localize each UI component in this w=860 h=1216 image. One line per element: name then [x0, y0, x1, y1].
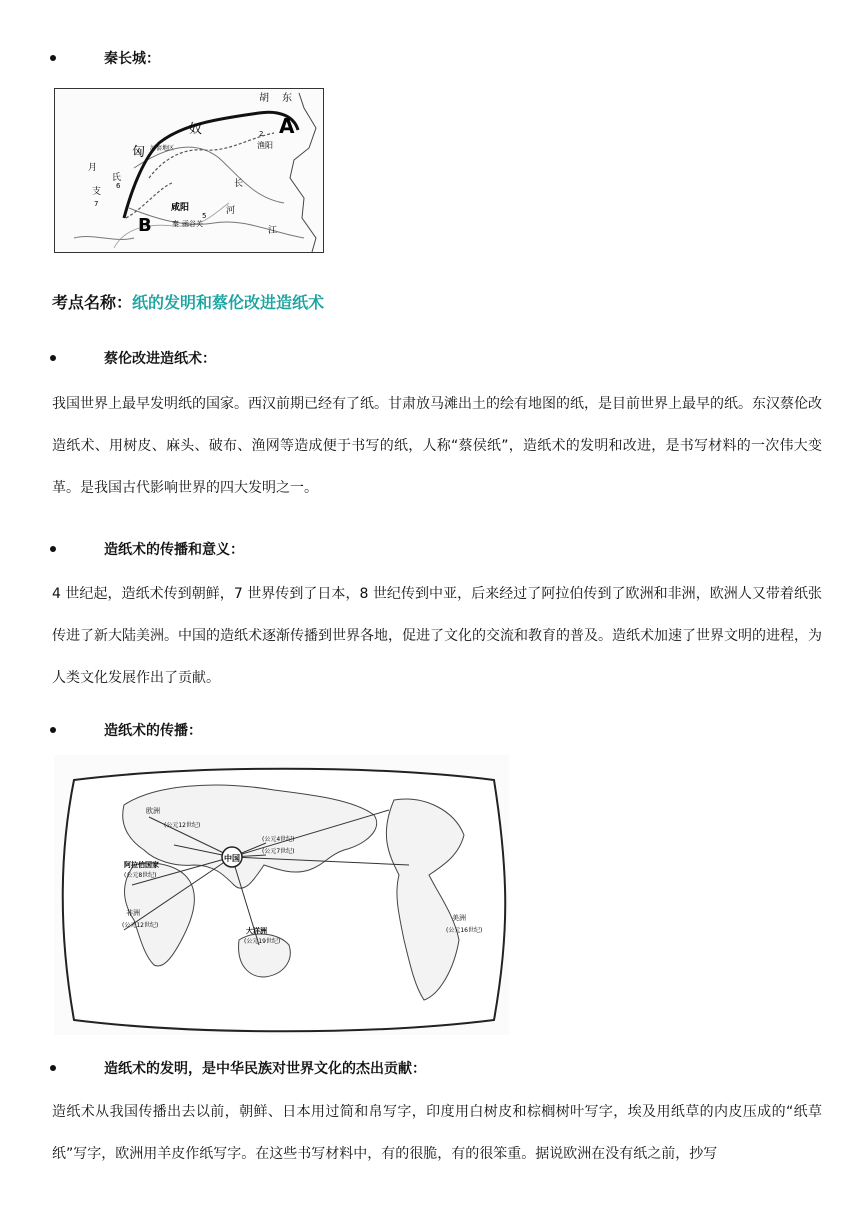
label-japan-date: (公元7世纪) [262, 848, 295, 855]
label-yuyang: 渔阳 [257, 141, 273, 150]
label-africa-date: (公元12世纪) [122, 922, 159, 929]
label-chang: 长 [234, 179, 244, 189]
label-n6: 6 [116, 182, 121, 190]
label-n7: 7 [94, 200, 99, 208]
label-n5: 5 [202, 212, 207, 220]
label-oceania: 大洋洲 [246, 927, 267, 935]
bullet-dot [50, 355, 56, 361]
label-shi: 氏 [112, 173, 122, 183]
great-wall-heading: 秦长城： [104, 51, 160, 67]
label-qin: 秦 [172, 220, 179, 228]
cailun-paragraph: 我国世界上最早发明纸的国家。西汉前期已经有了纸。甘肃放马滩出土的绘有地图的纸，是目前世界上最早的纸。东汉蔡伦改造纸术、用树皮、麻头、破布、渔网等造成便于书写的纸，人称“蔡侯纸”，造纸术的发明和改进，是书写材料的一次伟大变革。是我国古代影响世界的四大发明之一。 [52, 396, 822, 496]
bullet-great-wall [50, 47, 160, 69]
label-hangu: 函谷关 [182, 220, 203, 228]
contribution-heading: 造纸术的发明，是中华民族对世界文化的杰出贡献： [104, 1061, 426, 1077]
bullet-cailun [50, 347, 216, 369]
topic-name: 纸的发明和蔡伦改进造纸术 [132, 293, 325, 312]
spread-heading: 造纸术的传播： [104, 723, 202, 739]
topic-heading [52, 290, 324, 313]
bullet-dot [50, 546, 56, 552]
bullet-dot [50, 1065, 56, 1071]
label-hetao: 河套地区 [150, 145, 175, 152]
label-n2: 2 [259, 130, 264, 138]
label-arabia: 阿拉伯国家 [124, 861, 159, 869]
spread-meaning-paragraph: 4 世纪起，造纸术传到朝鲜，7 世界传到了日本，8 世纪传到中亚，后来经过了阿拉伯传到了欧洲和非洲，欧洲人又带着纸张传进了新大陆美洲。中国的造纸术逐渐传播到世界各地，促进了文化的交流和教育的普及。造纸术加速了世界文明的进程，为人类文化发展作出了贡献。 [52, 586, 822, 686]
label-hu: 胡 [259, 93, 269, 104]
paper-spread-map [54, 755, 509, 1035]
bullet-contribution [50, 1057, 426, 1079]
label-nu: 奴 [189, 122, 203, 137]
label-point-b: B [138, 215, 152, 236]
label-zhi: 支 [92, 187, 102, 197]
label-arabia-date: (公元8世纪) [124, 872, 157, 879]
label-china: 中国 [224, 854, 240, 863]
label-dong: 东 [282, 93, 292, 104]
label-river: 河 [226, 206, 236, 216]
label-america: 美洲 [452, 914, 466, 922]
label-point-a: A [279, 114, 295, 138]
bullet-spread-meaning [50, 538, 244, 560]
label-yue: 月 [88, 163, 98, 173]
bullet-dot [50, 55, 56, 61]
label-america-date: (公元16世纪) [446, 927, 483, 934]
paper-spread-map-svg [54, 755, 509, 1035]
label-europe: 欧洲 [146, 807, 160, 815]
great-wall-map-svg [54, 88, 324, 253]
bullet-spread [50, 719, 202, 741]
label-xianyang: 咸阳 [171, 203, 190, 213]
contribution-paragraph: 造纸术从我国传播出去以前，朝鲜、日本用过简和帛写字，印度用白树皮和棕榈树叶写字，埃及用纸草的内皮压成的“纸草纸”写字，欧洲用羊皮作纸写字。在这些书写材料中，有的很脆，有的很笨重。据说欧洲在没有纸之前，抄写 [52, 1104, 822, 1162]
cailun-heading: 蔡伦改进造纸术： [104, 351, 216, 367]
label-europe-date: (公元12世纪) [164, 822, 201, 829]
label-africa: 非洲 [126, 909, 140, 917]
topic-label: 考点名称： [52, 293, 133, 312]
label-oceania-date: (公元19世纪) [244, 938, 281, 945]
bullet-dot [50, 727, 56, 733]
great-wall-map [54, 88, 324, 253]
label-xiong: 匈 [132, 145, 146, 160]
spread-meaning-heading: 造纸术的传播和意义： [104, 542, 244, 558]
label-korea-date: (公元4世纪) [262, 836, 295, 843]
label-jiang: 江 [268, 226, 278, 236]
